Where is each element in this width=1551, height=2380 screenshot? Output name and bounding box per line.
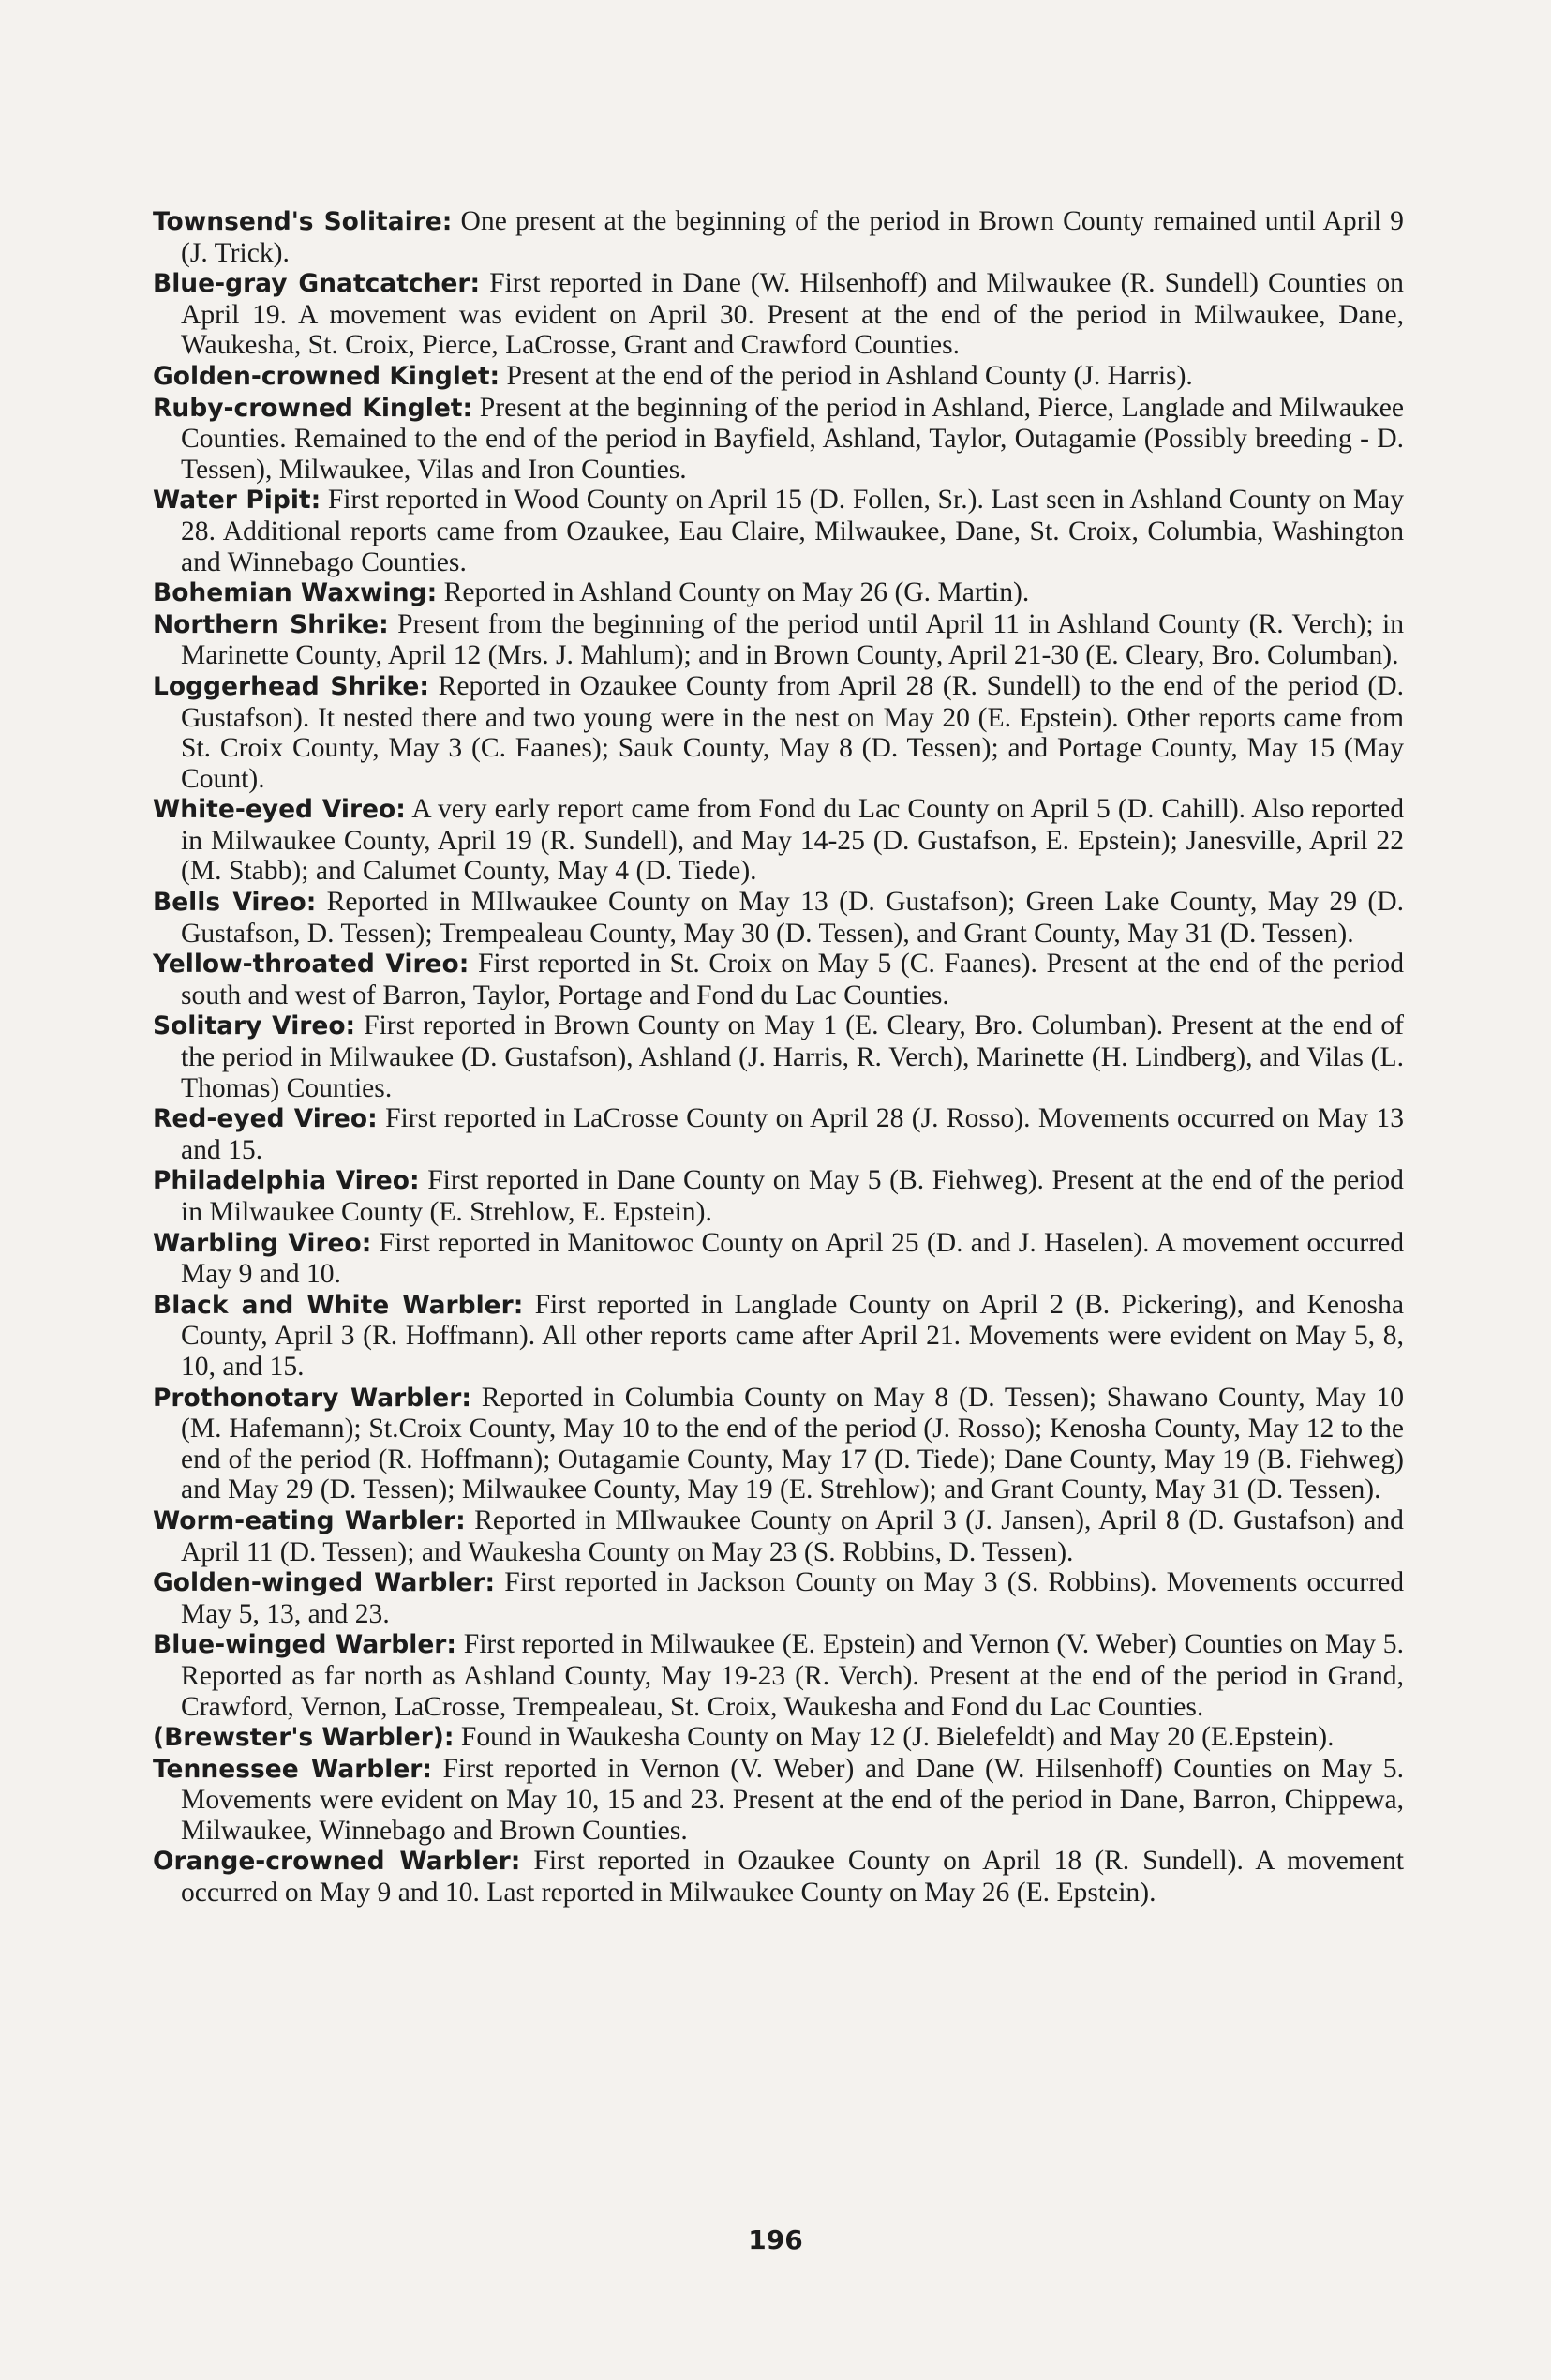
species-name: Ruby-crowned Kinglet: [153, 393, 473, 423]
page-number: 196 [748, 2224, 803, 2255]
species-entry [153, 1505, 1404, 1567]
species-report-text: One present at the beginning of the period in Brown County remained until April 9 (J. Trick). [181, 206, 1404, 268]
species-entry [153, 1846, 1404, 1908]
species-report-text: A very early report came from Fond du Lac County on April 5 (D. Cahill). Also reported in Milwaukee County, April 19 (R. Sundell), and May 14-25 (D. Gustafson, E. Epstein); Janesville, April 22 (M. Stabb); and Calumet County, May 4 (D. Tiede). [181, 794, 1405, 887]
species-name: Townsend's Solitaire: [153, 207, 453, 236]
species-report-text: First reported in Wood County on April 15 (D. Follen, Sr.). Last seen in Ashland County on May 28. Additional reports came from Ozaukee, Eau Claire, Milwaukee, Dane, St. Croix, Columbia, Washington and Winnebago Counties. [181, 485, 1404, 577]
species-name: Black and White Warbler: [153, 1290, 524, 1320]
species-report-text: First reported in Dane (W. Hilsenhoff) and Milwaukee (R. Sundell) Counties on April 19. A movement was evident on April 30. Present at the end of the period in Milwaukee, Dane, Waukesha, St. Croix, Pierce, LaCrosse, Grant and Crawford Counties. [181, 268, 1404, 361]
species-entry [153, 1165, 1404, 1227]
species-name: Red-eyed Vireo: [153, 1104, 378, 1134]
species-name: Tennessee Warbler: [153, 1754, 432, 1784]
species-report-text: First reported in Langlade County on April 2 (B. Pickering), and Kenosha County, April 3 (R. Hoffmann). All other reports came after April 21. Movements were evident on May 5, 8, 10, and 15. [181, 1289, 1405, 1382]
species-report-text: First reported in Brown County on May 1 (E. Cleary, Bro. Columban). Present at the end of the period in Milwaukee (D. Gustafson), Ashland (J. Harris, R. Verch), Marinette (H. Lindberg), and Vilas (L. Thomas) Counties. [181, 1010, 1404, 1103]
species-entry [153, 1010, 1404, 1103]
species-report-text: First reported in Ozaukee County on April 18 (R. Sundell). A movement occurred on May 9 and 10. Last reported in Milwaukee County on May 26 (E. Epstein). [181, 1846, 1404, 1908]
species-name: (Brewster's Warbler): [153, 1723, 455, 1753]
species-entry [153, 1567, 1404, 1629]
species-entry [153, 1754, 1404, 1847]
species-report-text: Reported in Columbia County on May 8 (D. Tessen); Shawano County, May 10 (M. Hafemann); St.Croix County, May 10 to the end of the period (J. Rosso); Kenosha County, May 12 to the end of the period (R. Hoffmann); Outagamie County, May 17 (D. Tiede); Dane County, May 19 (B. Fiehweg) and May 29 (D. Tessen); Milwaukee County, May 19 (E. Strehlow); and Grant County, May 31 (D. Tessen). [181, 1382, 1404, 1505]
species-report-text: First reported in Vernon (V. Weber) and Dane (W. Hilsenhoff) Counties on May 5. Movements were evident on May 10, 15 and 23. Present at the end of the period in Dane, Barron, Chippewa, Milwaukee, Winnebago and Brown Counties. [181, 1753, 1404, 1846]
species-entry [153, 609, 1404, 671]
species-name: Orange-crowned Warbler: [153, 1847, 521, 1877]
species-report-text: Reported in MIlwaukee County on April 3 (J. Jansen), April 8 (D. Gustafson) and April 11 (D. Tessen); and Waukesha County on May 23 (S. Robbins, D. Tessen). [181, 1504, 1404, 1567]
species-entry [153, 361, 1404, 393]
species-entry [153, 949, 1404, 1010]
species-name: Warbling Vireo: [153, 1228, 372, 1258]
species-entry [153, 206, 1404, 268]
species-name: Prothonotary Warbler: [153, 1383, 471, 1413]
species-entry [153, 1228, 1404, 1290]
species-entry [153, 485, 1404, 577]
species-entry [153, 1290, 1404, 1383]
species-report-text: Reported in Ozaukee County from April 28 (R. Sundell) to the end of the period (D. Gustafson). It nested there and two young were in the nest on May 20 (E. Epstein). Other reports came from St. Croix County, May 3 (C. Faanes); Sauk County, May 8 (D. Tessen); and Portage County, May 15 (May Count). [181, 670, 1405, 794]
species-name: Golden-winged Warbler: [153, 1568, 496, 1598]
species-name: Water Pipit: [153, 486, 321, 516]
species-entry [153, 1383, 1404, 1505]
species-report-text: Present from the beginning of the period until April 11 in Ashland County (R. Verch); in Marinette County, April 12 (Mrs. J. Mahlum); and in Brown County, April 21-30 (E. Cleary, Bro. Columban). [181, 608, 1404, 671]
species-report-text: First reported in LaCrosse County on April 28 (J. Rosso). Movements occurred on May 13 and 15. [181, 1103, 1405, 1165]
species-entry [153, 1103, 1404, 1165]
species-report-text: Found in Waukesha County on May 12 (J. Bielefeldt) and May 20 (E.Epstein). [460, 1722, 1335, 1753]
species-report-text: Present at the beginning of the period in Ashland, Pierce, Langlade and Milwaukee Counties. Remained to the end of the period in Bayfield, Ashland, Taylor, Outagamie (Possibly breeding - D. Tessen), Milwaukee, Vilas and Iron Counties. [181, 392, 1404, 485]
species-name: Northern Shrike: [153, 609, 389, 639]
species-report-text: First reported in Dane County on May 5 (B. Fiehweg). Present at the end of the period in Milwaukee County (E. Strehlow, E. Epstein). [181, 1165, 1404, 1227]
species-name: Loggerhead Shrike: [153, 671, 429, 701]
species-name: Blue-winged Warbler: [153, 1630, 456, 1660]
species-entry [153, 794, 1404, 887]
species-name: Worm-eating Warbler: [153, 1505, 466, 1535]
species-name: Bells Vireo: [153, 888, 317, 918]
species-name: Philadelphia Vireo: [153, 1166, 420, 1196]
species-name: Yellow-throated Vireo: [153, 950, 470, 980]
species-name: Blue-gray Gnatcatcher: [153, 269, 481, 299]
species-entry [153, 268, 1404, 361]
species-report-text: First reported in Manitowoc County on April 25 (D. and J. Haselen). A movement occurred May 9 and 10. [181, 1227, 1405, 1290]
species-entry [153, 887, 1404, 949]
species-name: Golden-crowned Kinglet: [153, 361, 500, 391]
species-entry [153, 393, 1404, 486]
species-name: White-eyed Vireo: [153, 795, 406, 825]
species-report-text: Reported in MIlwaukee County on May 13 (D. Gustafson); Green Lake County, May 29 (D. Gustafson, D. Tessen); Trempealeau County, May 30 (D. Tessen), and Grant County, May 31 (D. Tessen). [181, 887, 1404, 949]
species-entry [153, 1629, 1404, 1722]
species-report-text: Present at the end of the period in Ashland County (J. Harris). [506, 360, 1193, 391]
species-entry [153, 671, 1404, 794]
species-report-text: First reported in Jackson County on May 3 (S. Robbins). Movements occurred May 5, 13, and 23. [181, 1567, 1404, 1629]
species-entry [153, 577, 1404, 609]
species-report-text: First reported in Milwaukee (E. Epstein) and Vernon (V. Weber) Counties on May 5. Reported as far north as Ashland County, May 19-23 (R. Verch). Present at the end of the period in Grand, Crawford, Vernon, LaCrosse, Trempealeau, St. Croix, Waukesha and Fond du Lac Counties. [181, 1629, 1404, 1722]
species-report-list [153, 206, 1404, 1908]
species-report-text: Reported in Ashland County on May 26 (G. Martin). [443, 577, 1030, 608]
species-name: Solitary Vireo: [153, 1011, 356, 1041]
species-entry [153, 1722, 1404, 1754]
species-name: Bohemian Waxwing: [153, 578, 438, 608]
species-report-text: First reported in St. Croix on May 5 (C. Faanes). Present at the end of the period south and west of Barron, Taylor, Portage and Fond du Lac Counties. [181, 949, 1405, 1010]
